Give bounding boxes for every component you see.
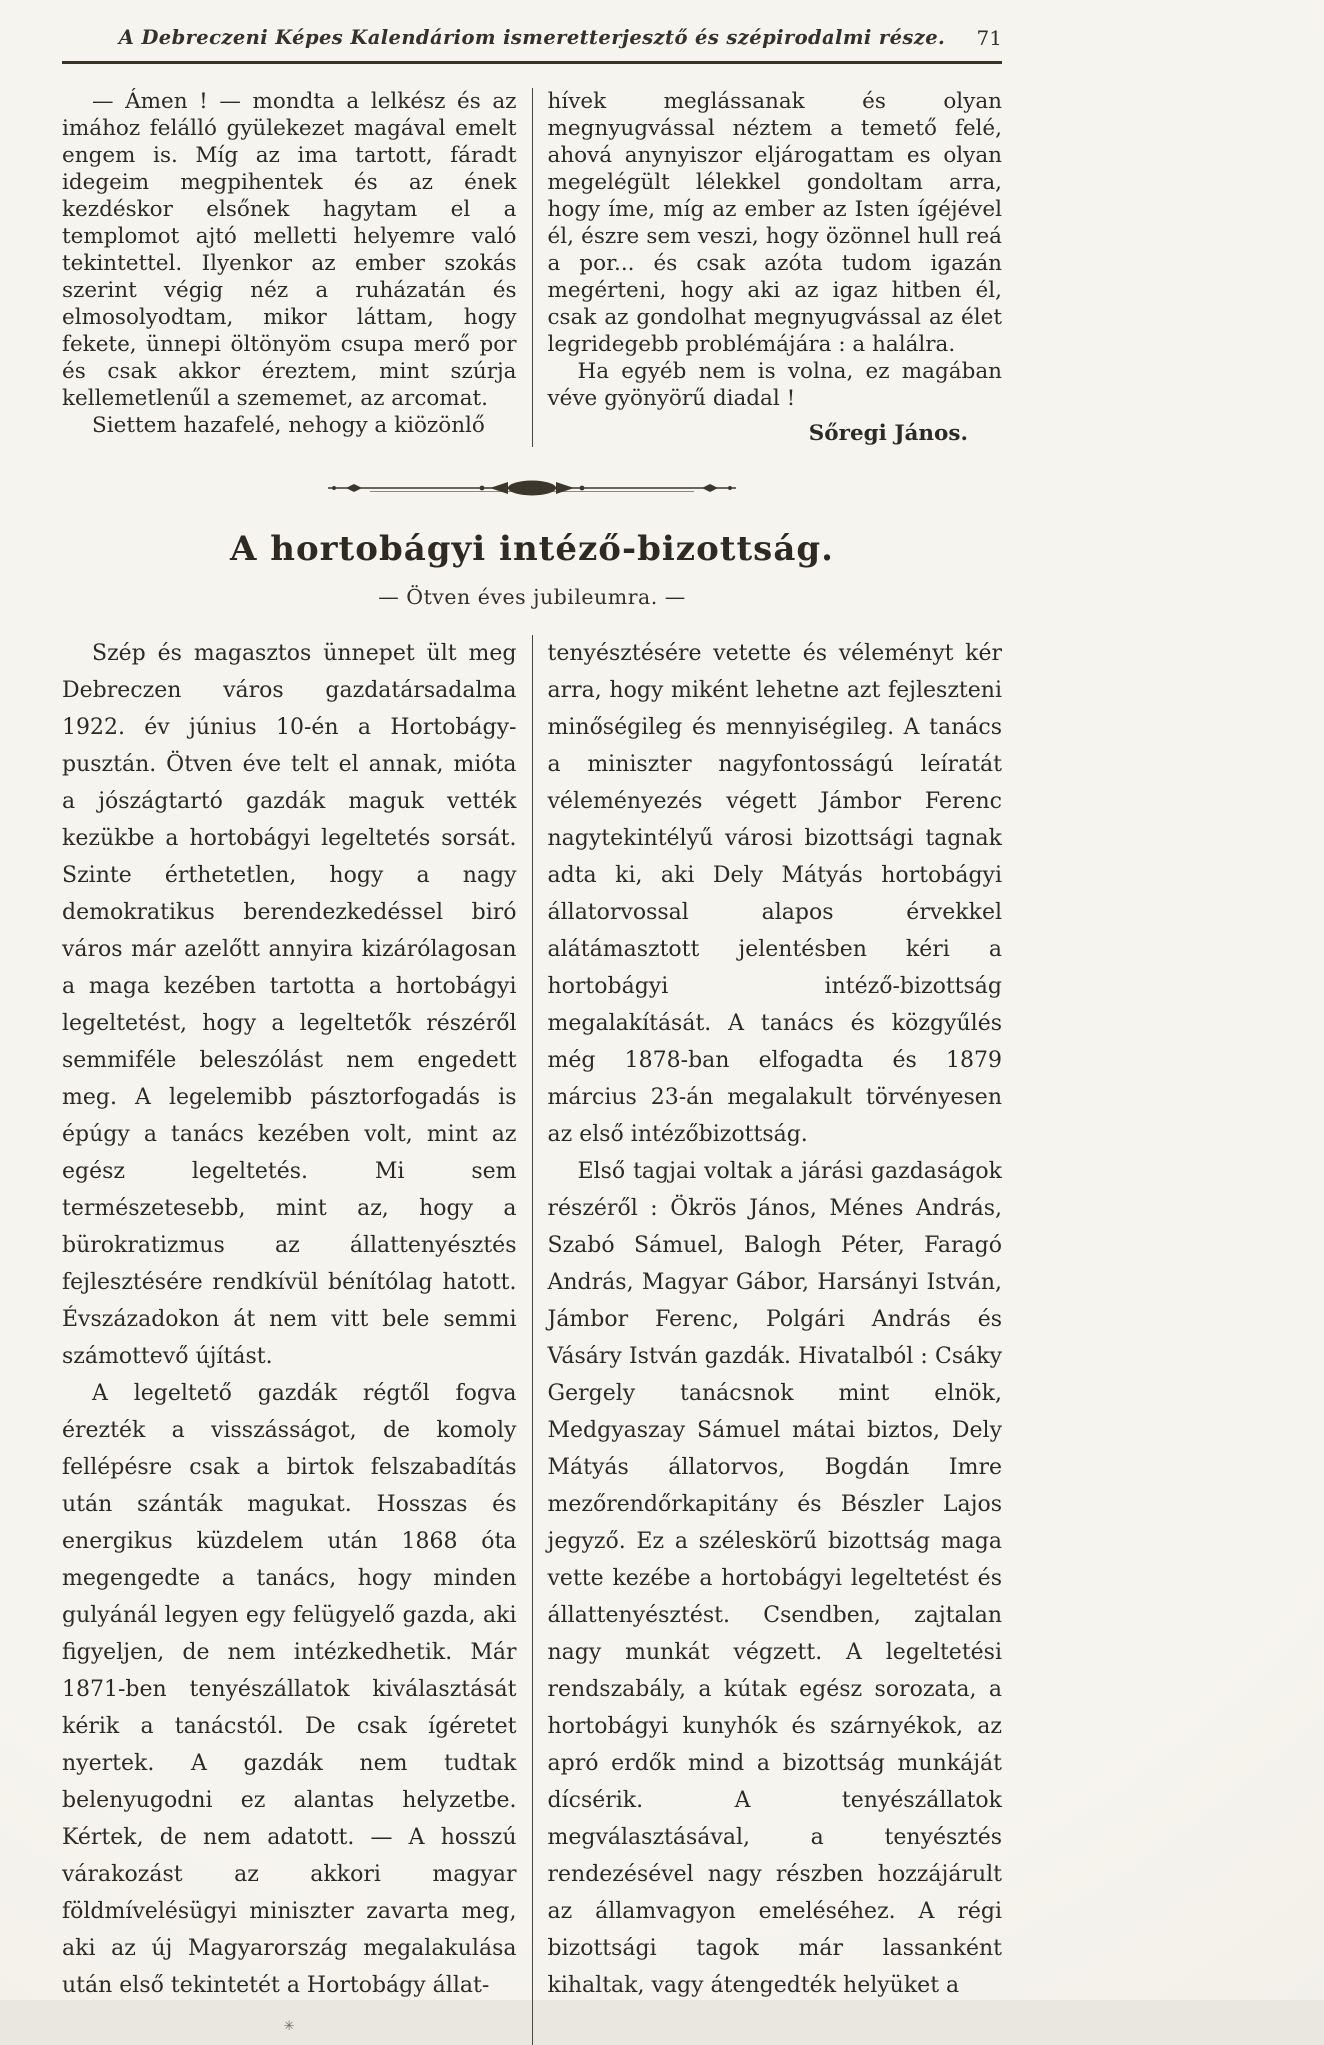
article2-right-column [548,635,1003,2045]
article2-left-column [62,635,517,2045]
article-subtitle: — Ötven éves jubileumra. — [378,585,686,609]
paragraph: Siettem hazafelé, nehogy a kiözönlő [92,413,485,438]
article-amen [62,88,1002,447]
running-title: A Debreczeni Képes Kalendáriom ismeretterjesztő és szépirodalmi része. [118,26,946,49]
printers-mark: ✳ [283,2019,295,2034]
article1-left-column [62,88,517,447]
paragraph: A legeltető gazdák régtől fogva érezték a visszásságot, de komoly fellépésre csak a birtok felszabadítás után szánták magukat. Hosszas és energikus küzdelem után 1868 óta megengedte a tanács, hogy minden gulyánál legyen egy felügyelő gazda, aki figyeljen, de nem intézkedhetik. Már 1871-ben tenyészállatok kiválasztását kérik a tanácstól. De csak ígéretet nyertek. A gazdák nem tudtak belenyugodni ez alantas helyzetbe. Kértek, de nem adatott. — A hosszú várakozást az akkori magyar földmívelésügyi miniszter zavarta meg, aki az új Magyarország megalakulása után első tekintetét a Hortobágy állat- [62,1381,517,1998]
paragraph: — Ámen ! — mondta a lelkész és az imához felálló gyülekezet magával emelt engem is. Míg az ima tartott, fáradt idegeim megpihentek és az ének kezdéskor elsőnek hagytam el a templomot ajtó melletti helyemre való tekintettel. Ilyenkor az ember szokás szerint végig néz a ruházatán és elmosolyodtam, mikor láttam, hogy fekete, ünnepi öltönyöm csupa merő por és csak akkor éreztem, mint szúrja kellemetlenűl a szememet, az arcomat. [62,89,517,411]
column-divider [532,88,533,447]
article2-columns [62,635,1002,2045]
article1-columns [62,88,1002,447]
paragraph: tenyésztésére vetette és véleményt kér arra, hogy miként lehetne azt fejleszteni minőségileg és mennyiségileg. A tanács a miniszter nagyfontosságú leíratát véleményezés végett Jámbor Ferenc nagytekintélyű városi bizottsági tagnak adta ki, aki Dely Mátyás hortobágyi állatorvossal alapos érvekkel alátámasztott jelentésben kéri a hortobágyi intéző-bizottság megalakítását. A tanács és közgyűlés még 1878-ban elfogadta és 1879 március 23-án megalakult törvényesen az első intézőbizottság. [547,641,1002,1147]
paragraph: hívek meglássanak és olyan megnyugvással néztem a temető felé, ahová anynyiszor eljárogattam es olyan megelégült lélekkel gondoltam arra, hogy íme, míg az ember az Isten ígéjével él, észre sem veszi, hogy özönnel hull reá a por... és csak azóta tudom igazán megérteni, hogy aki az igaz hitben él, csak az gondolhat megnyugvással az élet legridegebb problémájára : a halálra. [547,89,1002,357]
page-number: 71 [976,26,1002,50]
page-header [62,26,1002,56]
paragraph: Első tagjai voltak a járási gazdaságok részéről : Ökrös János, Ménes András, Szabó Sámuel, Balogh Péter, Faragó András, Magyar Gábor, Harsányi István, Jámbor Ferenc, Polgári András és Vásáry István gazdák. Hivatalból : Csáky Gergely tanácsnok mint elnök, Medgyaszay Sámuel mátai biztos, Dely Mátyás állatorvos, Bogdán Imre mezőrendőrkapitány és Bészler Lajos jegyző. Ez a széleskörű bizottság maga vette kezébe a hortobágyi legeltetést és állattenyésztést. Csendben, zajtalan nagy munkát végzett. A legeltetési rendszabály, a kútak egész sorozata, a hortobágyi kunyhók és szárnyékok, az apró erdők mind a bizottság munkáját dícsérik. A tenyészállatok megválasztásával, a tenyésztés rendezésével nagy részben hozzájárult az államvagyon emeléséhez. A régi bizottsági tagok már lassanként kihaltak, vagy átengedték helyüket a [547,1159,1002,1998]
ornamental-divider [62,477,1002,499]
author-signature: Sőregi János. [808,421,968,446]
column-divider [532,635,533,2045]
article-title: A hortobágyi intéző-bizottság. [230,529,834,569]
article-hortobagy [62,529,1002,2045]
article1-right-column [548,88,1003,447]
paragraph: Ha egyéb nem is volna, ez magában véve gyönyörű diadal ! [547,359,1002,411]
header-rule [62,61,1002,64]
flourish-rule-icon [322,477,742,499]
paragraph: Szép és magasztos ünnepet ült meg Debreczen város gazdatársadalma 1922. év június 10-én a Hortobágy-pusztán. Ötven éve telt el annak, mióta a jószágtartó gazdák maguk vették kezükbe a hortobágyi legeltetés sorsát. Szinte érthetetlen, hogy a nagy demokratikus berendezkedéssel biró város már azelőtt annyira kizárólagosan a maga kezében tartotta a hortobágyi legeltetést, hogy a legeltetők részéről semmiféle beleszólást nem engedett meg. A legelemibb pásztorfogadás is épúgy a tanács kezében volt, mint az egész legeltetés. Mi sem természetesebb, mint az, hogy a bürokratizmus az állattenyésztés fejlesztésére rendkívül bénítólag hatott. Évszázadokon át nem vitt bele semmi számottevő újítást. [62,641,517,1369]
